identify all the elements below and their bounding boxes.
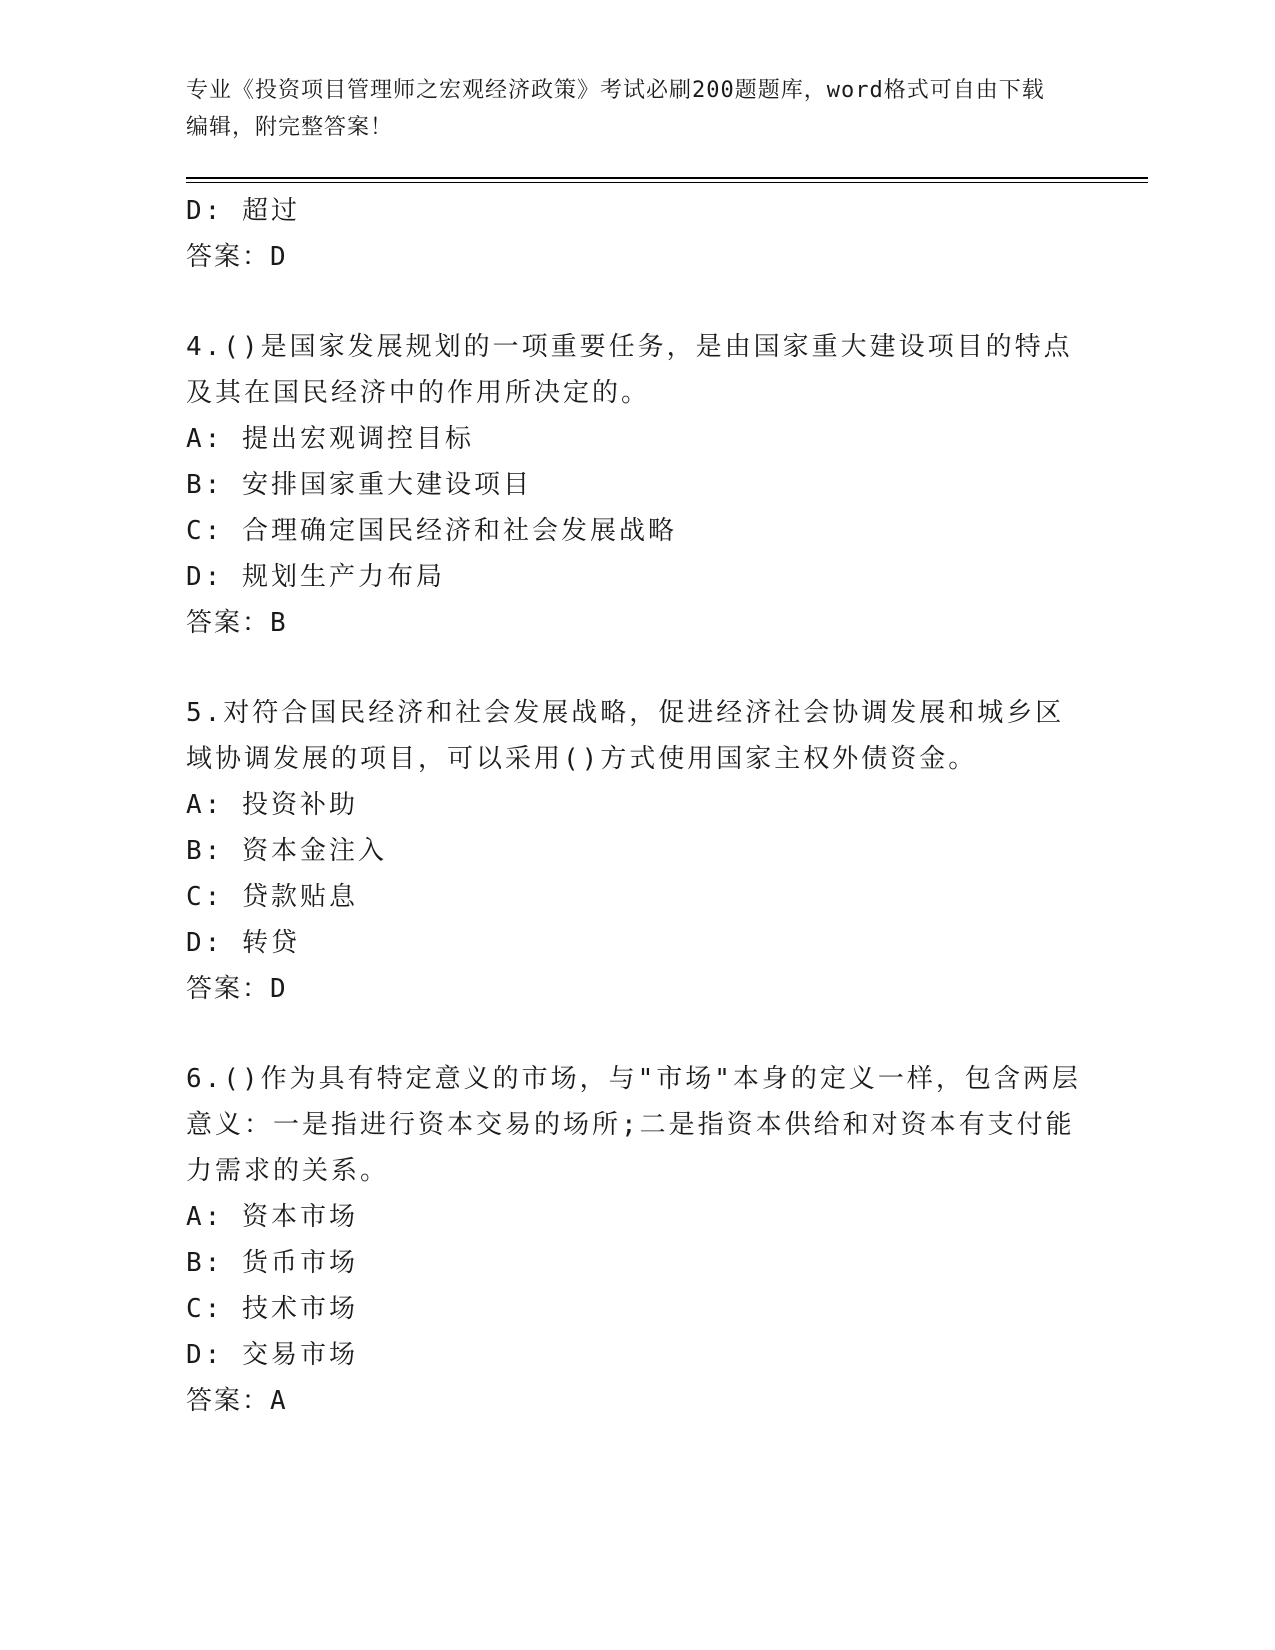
- answer-line: 答案：B: [186, 608, 288, 638]
- answer-line: 答案：D: [186, 974, 288, 1004]
- question-text: 意义：一是指进行资本交易的场所;二是指资本供给和对资本有支付能: [186, 1110, 1075, 1140]
- question-5: [186, 690, 1086, 1012]
- answer-line: 答案：D: [186, 242, 288, 272]
- option-b: B: 资本金注入: [186, 836, 387, 866]
- option-d: D: 转贷: [186, 928, 300, 958]
- document-header: 专业《投资项目管理师之宏观经济政策》考试必刷200题题库，word格式可自由下载编辑，附完整答案！: [186, 78, 1045, 140]
- question-text: 域协调发展的项目，可以采用()方式使用国家主权外债资金。: [186, 744, 978, 774]
- option-d: D: 超过: [186, 196, 300, 226]
- option-a: A: 资本市场: [186, 1202, 358, 1232]
- question-text: 及其在国民经济中的作用所决定的。: [186, 378, 651, 408]
- question-6: [186, 1056, 1086, 1424]
- header-rule-thin: [186, 182, 1148, 183]
- question-text: 5.对符合国民经济和社会发展战略，促进经济社会协调发展和城乡区: [186, 698, 1065, 728]
- header-rule-thick: [186, 177, 1148, 179]
- option-d: D: 规划生产力布局: [186, 562, 445, 592]
- answer-line: 答案：A: [186, 1386, 288, 1416]
- option-b: B: 安排国家重大建设项目: [186, 470, 532, 500]
- option-b: B: 货币市场: [186, 1248, 358, 1278]
- option-d: D: 交易市场: [186, 1340, 358, 1370]
- option-c: C: 技术市场: [186, 1294, 358, 1324]
- option-a: A: 投资补助: [186, 790, 358, 820]
- option-a: A: 提出宏观调控目标: [186, 424, 474, 454]
- question-4: [186, 324, 1086, 646]
- option-c: C: 合理确定国民经济和社会发展战略: [186, 516, 677, 546]
- question-text: 4.()是国家发展规划的一项重要任务，是由国家重大建设项目的特点: [186, 332, 1073, 362]
- question-text: 力需求的关系。: [186, 1156, 390, 1186]
- question-text: 6.()作为具有特定意义的市场，与"市场"本身的定义一样，包含两层: [186, 1064, 1081, 1094]
- question-list: [186, 188, 1086, 1424]
- option-c: C: 贷款贴息: [186, 882, 358, 912]
